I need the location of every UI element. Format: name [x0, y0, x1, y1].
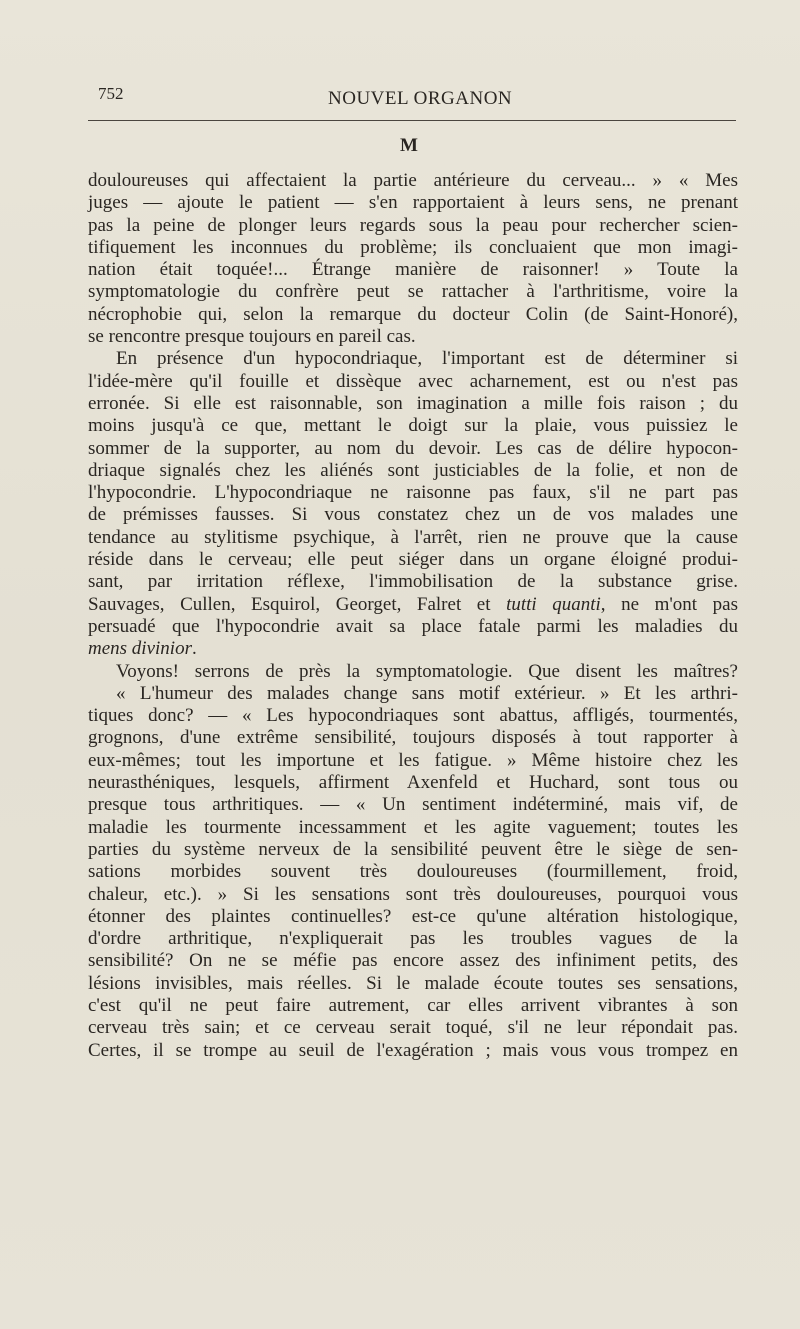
text-line: moins jusqu'à ce que, mettant le doigt sur la plaie, vous puissiez le: [88, 415, 738, 437]
text-line: douloureuses qui affectaient la partie antérieure du cerveau... » « Mes: [88, 170, 738, 191]
page-number: 752: [98, 84, 124, 103]
text-line: « L'humeur des malades change sans motif extérieur. » Et les arthri-: [116, 682, 738, 704]
body-text: [88, 170, 738, 1062]
text-line: juges — ajoute le patient — s'en rapportaient à leurs sens, ne prenant: [88, 192, 738, 214]
text-line: neurasthéniques, lesquels, affirment Axenfeld et Huchard, sont tous ou: [88, 772, 738, 794]
text-line: mens divinior.: [88, 638, 197, 660]
text-line: sations morbides souvent très douloureuses (fourmillement, froid,: [88, 861, 738, 883]
section-letter: M: [400, 135, 418, 156]
text-line: Certes, il se trompe au seuil de l'exagération ; mais vous vous trompez en: [88, 1039, 738, 1061]
running-header: [88, 84, 738, 110]
text-line: erronée. Si elle est raisonnable, son imagination a mille fois raison ; du: [88, 392, 738, 414]
text-line: lésions invisibles, mais réelles. Si le malade écoute toutes ses sensations,: [88, 972, 738, 994]
text-line: driaque signalés chez les aliénés sont justiciables de la folie, et non de: [88, 459, 738, 481]
text-line: persuadé que l'hypocondrie avait sa place fatale parmi les maladies du: [88, 615, 738, 637]
text-line: nécrophobie qui, selon la remarque du docteur Colin (de Saint-Honoré),: [88, 303, 738, 325]
text-line: maladie les tourmente incessamment et les agite vaguement; toutes les: [88, 816, 738, 838]
text-line: pas la peine de plonger leurs regards sous la peau pour rechercher scien-: [88, 214, 738, 236]
text-line: sensibilité? On ne se méfie pas encore assez des infiniment petits, des: [88, 950, 738, 972]
text-line: réside dans le cerveau; elle peut siéger dans un organe éloigné produi-: [88, 549, 738, 571]
text-line: d'ordre arthritique, n'expliquerait pas les troubles vagues de la: [88, 928, 738, 950]
text-line: chaleur, etc.). » Si les sensations sont très douloureuses, pourquoi vous: [88, 883, 738, 905]
text-line: tifiquement les inconnues du problème; ils concluaient que mon imagi-: [88, 236, 738, 258]
text-line: se rencontre presque toujours en pareil cas.: [88, 326, 416, 348]
text-line: Sauvages, Cullen, Esquirol, Georget, Falret et tutti quanti, ne m'ont pas: [88, 593, 738, 615]
text-line: c'est qu'il ne peut faire autrement, car elles arrivent vibrantes à son: [88, 994, 738, 1016]
text-line: presque tous arthritiques. — « Un sentiment indéterminé, mais vif, de: [88, 794, 738, 816]
text-line: tiques donc? — « Les hypocondriaques sont abattus, affligés, tourmentés,: [88, 705, 738, 727]
text-line: En présence d'un hypocondriaque, l'important est de déterminer si: [116, 348, 738, 370]
text-line: étonner des plaintes continuelles? est-ce qu'une altération histologique,: [88, 905, 738, 927]
header-rule: [88, 120, 736, 121]
text-line: eux-mêmes; tout les importune et les fatigue. » Même histoire chez les: [88, 749, 738, 771]
text-line: cerveau très sain; et ce cerveau serait toqué, s'il ne leur répondait pas.: [88, 1017, 738, 1039]
text-line: de prémisses fausses. Si vous constatez chez un de vos malades une: [88, 504, 738, 526]
text-line: grognons, d'une extrême sensibilité, toujours disposés à tout rapporter à: [88, 727, 738, 749]
text-line: parties du système nerveux de la sensibilité peuvent être le siège de sen-: [88, 838, 738, 860]
text-line: symptomatologie du confrère peut se rattacher à l'arthritisme, voire la: [88, 281, 738, 303]
text-line: tendance au stylitisme psychique, à l'arrêt, rien ne prouve que la cause: [88, 526, 738, 548]
running-title: NOUVEL ORGANON: [328, 88, 513, 109]
text-line: nation était toquée!... Étrange manière de raisonner! » Toute la: [88, 259, 738, 281]
text-line: l'hypocondrie. L'hypocondriaque ne raisonne pas faux, s'il ne part pas: [88, 482, 738, 504]
text-line: sant, par irritation réflexe, l'immobilisation de la substance grise.: [88, 571, 738, 593]
text-line: l'idée-mère qu'il fouille et dissèque avec acharnement, est ou n'est pas: [88, 370, 738, 392]
text-line: Voyons! serrons de près la symptomatologie. Que disent les maîtres?: [116, 660, 738, 682]
text-line: sommer de la supporter, au nom du devoir. Les cas de délire hypocon-: [88, 437, 738, 459]
